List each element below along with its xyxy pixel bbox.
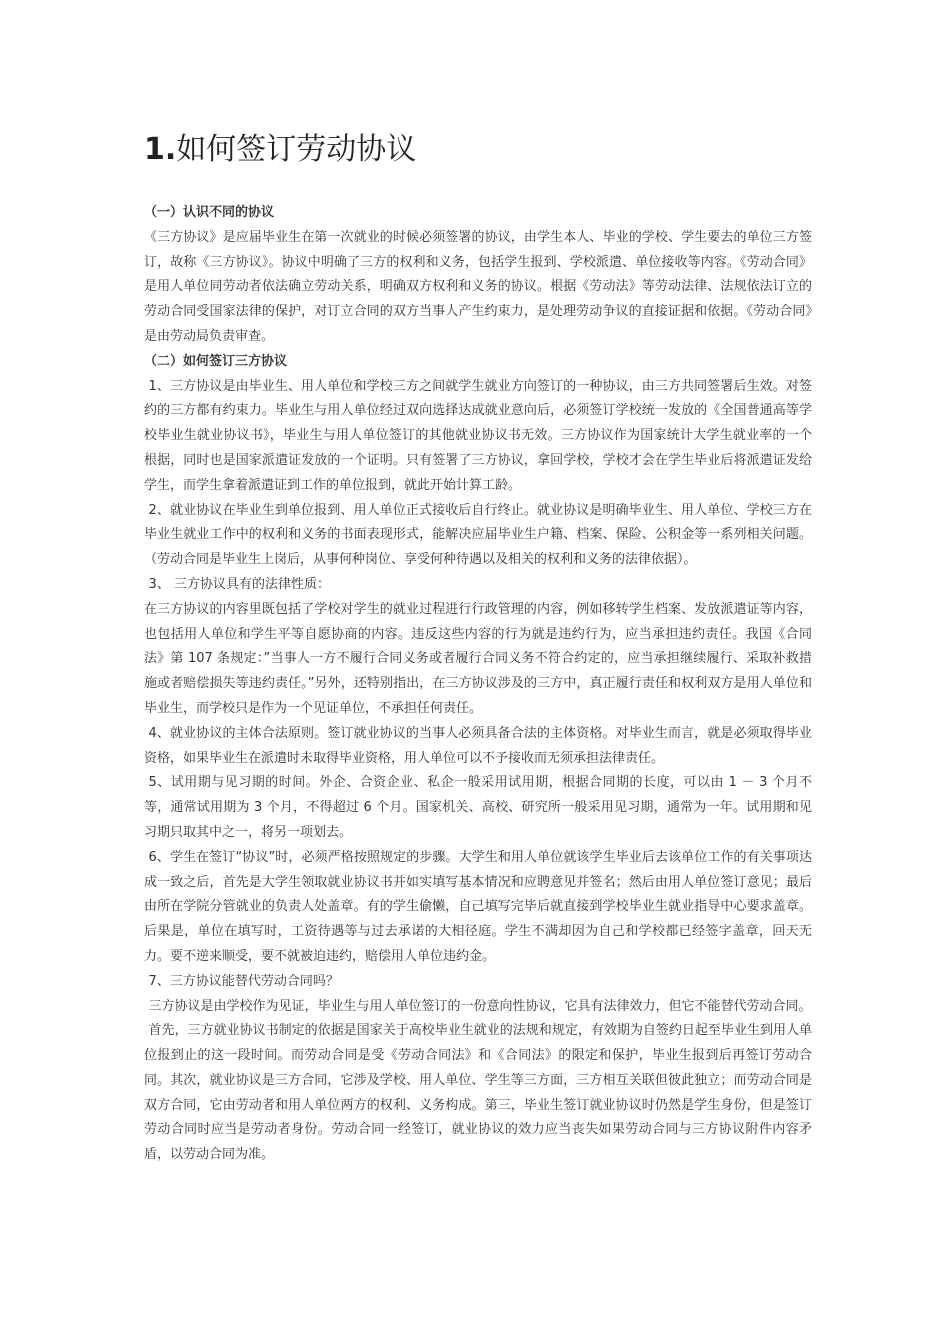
- paragraph: 6、学生在签订“协议”时，必须严格按照规定的步骤。大学生和用人单位就该学生毕业后去该单位工作的有关事项达成一致之后，首先是大学生领取就业协议书并如实填写基本情况和应聘意见并签名；然后由用人单位签订意见；最后由所在学院分管就业的负责人处盖章。有的学生偷懒，自己填写完毕后就直接到学校毕业生就业指导中心要求盖章。后果是，单位在填写时，工资待遇等与过去承诺的大相径庭。学生不满却因为自己和学校都已经签字盖章，回天无力。要不逆来顺受，要不就被迫违约，赔偿用人单位违约金。: [144, 849, 812, 964]
- paragraph: 5、试用期与见习期的时间。外企、合资企业、私企一般采用试用期，根据合同期的长度，可以由 1 － 3 个月不等，通常试用期为 3 个月，不得超过 6 个月。国家机关、高校、研究所一般采用见习期，通常为一年。试用期和见习期只取其中之一，将另一项划去。: [144, 775, 812, 840]
- title-text: 如何签订劳动协议: [176, 132, 417, 167]
- title-number: 1.: [144, 132, 177, 167]
- paragraph: 3、 三方协议具有的法律性质：: [148, 576, 330, 592]
- paragraph: 4、就业协议的主体合法原则。签订就业协议的当事人必须具备合法的主体资格。对毕业生而言，就是必须取得毕业资格，如果毕业生在派遣时未取得毕业资格，用人单位可以不予接收而无须承担法律责任。: [144, 725, 812, 766]
- paragraph: 《三方协议》是应届毕业生在第一次就业的时候必须签署的协议，由学生本人、毕业的学校、学生要去的单位三方签订，故称《三方协议》。协议中明确了三方的权利和义务，包括学生报到、学校派遣、单位接收等内容。《劳动合同》是用人单位同劳动者依法确立劳动关系，明确双方权利和义务的协议。根据《劳动法》等劳动法律、法规依法订立的劳动合同受国家法律的保护，对订立合同的双方当事人产生约束力，是处理劳动争议的直接证据和依据。《劳动合同》是由劳动局负责审查。: [144, 229, 812, 344]
- paragraph: 在三方协议的内容里既包括了学校对学生的就业过程进行行政管理的内容，例如移转学生档案、发放派遣证等内容，也包括用人单位和学生平等自愿协商的内容。违反这些内容的行为就是违约行为，应当承担违约责任。我国《合同法》第 107 条规定：”当事人一方不履行合同义务或者履行合同义务不符合约定的，应当承担继续履行、采取补救措施或者赔偿损失等违约责任。”另外，还特别指出，在三方协议涉及的三方中，真正履行责任和权利双方是用人单位和毕业生，而学校只是作为一个见证单位，不承担任何责任。: [144, 601, 812, 716]
- paragraph: 2、就业协议在毕业生到单位报到、用人单位正式接收后自行终止。就业协议是明确毕业生、用人单位、学校三方在毕业生就业工作中的权利和义务的书面表现形式，能解决应届毕业生户籍、档案、保险、公积金等一系列相关问题。（劳动合同是毕业生上岗后，从事何种岗位、享受何种待遇以及相关的权利和义务的法律依据）。: [144, 502, 812, 568]
- section-heading: （二）如何签订三方协议: [144, 353, 288, 369]
- paragraph: 1、三方协议是由毕业生、用人单位和学校三方之间就学生就业方向签订的一种协议，由三方共同签署后生效。对签约的三方都有约束力。毕业生与用人单位经过双向选择达成就业意向后，必须签订学校统一发放的《全国普通高等学校毕业生就业协议书》，毕业生与用人单位签订的其他就业协议书无效。三方协议作为国家统计大学生就业率的一个根据，同时也是国家派遣证发放的一个证明。只有签署了三方协议，拿回学校，学校才会在学生毕业后将派遣证发给学生，而学生拿着派遣证到工作的单位报到，就此开始计算工龄。: [144, 378, 812, 493]
- document-body: [144, 201, 812, 1168]
- paragraph: 三方协议是由学校作为见证，毕业生与用人单位签订的一份意向性协议，它具有法律效力，但它不能替代劳动合同。: [148, 998, 812, 1014]
- section-heading: （一）认识不同的协议: [144, 205, 275, 220]
- paragraph: 7、三方协议能替代劳动合同吗？: [148, 973, 339, 989]
- paragraph: 首先，三方就业协议书制定的依据是国家关于高校毕业生就业的法规和规定，有效期为自签约日起至毕业生到用人单位报到止的这一段时间。而劳动合同是受《劳动合同法》和《合同法》的限定和保护，毕业生报到后再签订劳动合同。其次，就业协议是三方合同，它涉及学校、用人单位、学生等三方面，三方相互关联但彼此独立；而劳动合同是双方合同，它由劳动者和用人单位两方的权利、义务构成。第三，毕业生签订就业协议时仍然是学生身份，但是签订劳动合同时应当是劳动者身份。劳动合同一经签订，就业协议的效力应当丧失如果劳动合同与三方协议附件内容矛盾，以劳动合同为准。: [144, 1023, 812, 1163]
- page-title: [144, 128, 416, 172]
